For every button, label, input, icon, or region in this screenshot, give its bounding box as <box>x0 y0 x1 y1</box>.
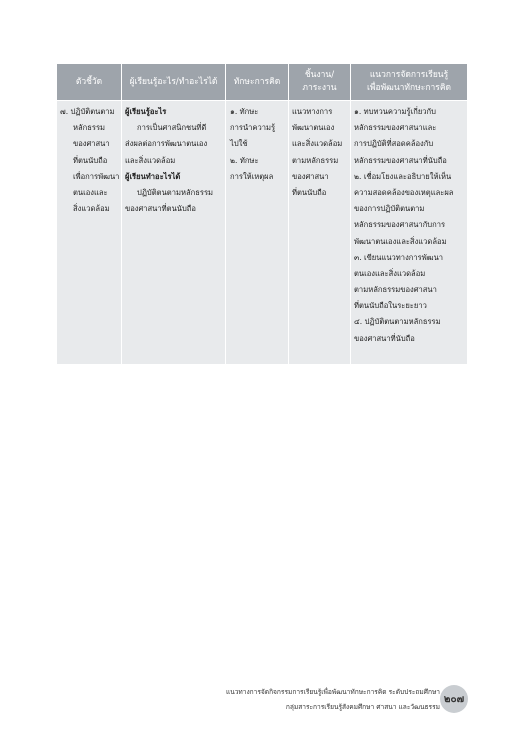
cell-line: ๗. ปฏิบัติตนตาม <box>60 107 115 116</box>
cell-line: การเป็นศาสนิกชนที่ดี <box>137 123 207 133</box>
cell-line: ๑. ทบทวนความรู้เกี่ยวกับ <box>354 107 436 116</box>
cell-line: หลักธรรม <box>73 123 106 133</box>
page-number <box>440 685 468 713</box>
column-divider <box>121 64 122 364</box>
table-header-row <box>57 64 467 100</box>
cell-line: ของศาสนา <box>73 139 110 149</box>
cell-line: และสิ่งแวดล้อม <box>292 139 343 149</box>
cell-line: เพื่อการพัฒนา <box>73 171 120 181</box>
cell-line: ที่ตนนับถือในระยะยาว <box>354 301 427 311</box>
header-text: เพื่อพัฒนาทักษะการคิด <box>366 83 452 93</box>
cell-line: ๑. ทักษะ <box>230 107 259 116</box>
cell-line: การให้เหตุผล <box>230 171 274 181</box>
cell-line: ตามหลักธรรม <box>292 155 339 165</box>
header-text: ชิ้นงาน/ <box>304 70 335 80</box>
header-approach <box>351 64 467 100</box>
cell-line: ไปใช้ <box>230 139 248 149</box>
cell-tasks <box>292 104 342 201</box>
header-tasks <box>289 64 350 100</box>
column-divider <box>225 64 226 364</box>
cell-line: ของการปฏิบัติตนตาม <box>354 204 425 214</box>
cell-line: ๓. เขียนแนวทางการพัฒนา <box>354 252 444 262</box>
cell-thinking-skills <box>230 104 275 185</box>
cell-line: ของศาสนาที่นับถือ <box>354 333 415 343</box>
footer-book-title: แนวทางการจัดกิจกรรมการเรียนรู้เพื่อพัฒนาทักษะการคิด ระดับประถมศึกษา <box>225 688 440 696</box>
cell-line: ของศาสนา <box>292 171 329 181</box>
header-text: ภาระงาน <box>302 83 337 93</box>
cell-line: แนวทางการ <box>292 107 333 116</box>
cell-line: ๒. ทักษะ <box>230 155 259 165</box>
column-divider <box>288 64 289 364</box>
cell-line: ที่ตนนับถือ <box>292 187 327 197</box>
footer-subject-area: กลุ่มสาระการเรียนรู้สังคมศึกษา ศาสนา และวัฒนธรรม <box>285 703 440 711</box>
cell-line: ตนเองและสิ่งแวดล้อม <box>354 268 426 278</box>
header-learning <box>122 64 225 100</box>
cell-line: ปฏิบัติตนตามหลักธรรม <box>137 187 214 197</box>
cell-approach <box>354 104 453 347</box>
cell-line: ตามหลักธรรมของศาสนา <box>354 285 437 295</box>
header-text: แนวการจัดการเรียนรู้ <box>369 70 449 80</box>
cell-line: ผู้เรียนทำอะไรได้ <box>125 171 181 181</box>
cell-line: ส่งผลต่อการพัฒนาตนเอง <box>125 139 208 149</box>
row-divider <box>57 100 467 101</box>
cell-line: หลักธรรมของศาสนาและ <box>354 123 437 133</box>
cell-line: ความสอดคล้องของเหตุและผล <box>354 187 454 197</box>
cell-line: พัฒนาตนเองและสิ่งแวดล้อม <box>354 236 447 246</box>
cell-line: สิ่งแวดล้อม <box>73 204 110 214</box>
cell-line: ๔. ปฏิบัติตนตามหลักธรรม <box>354 317 441 327</box>
cell-line: ที่ตนนับถือ <box>73 155 108 165</box>
cell-indicator <box>60 104 119 217</box>
cell-line: ผู้เรียนรู้อะไร <box>125 107 167 116</box>
header-thinking-skills <box>226 64 288 100</box>
cell-line: การนำความรู้ <box>230 123 276 133</box>
cell-line: การปฏิบัติที่สอดคล้องกับ <box>354 139 434 149</box>
cell-line: หลักธรรมของศาสนาที่นับถือ <box>354 155 447 165</box>
header-text: ผู้เรียนรู้อะไร/ทำอะไรได้ <box>129 76 218 87</box>
header-indicator <box>57 64 121 100</box>
header-text: ทักษะการคิด <box>233 76 281 87</box>
column-divider <box>350 64 351 364</box>
cell-line: ของศาสนาที่ตนนับถือ <box>125 204 196 214</box>
page-number-text: ๒๐๗ <box>443 693 465 705</box>
cell-line: หลักธรรมของศาสนากับการ <box>354 220 446 230</box>
cell-line: ๒. เชื่อมโยงและอธิบายให้เห็น <box>354 171 452 181</box>
header-text: ตัวชี้วัด <box>75 76 103 87</box>
cell-line: พัฒนาตนเอง <box>292 123 335 133</box>
curriculum-table <box>57 64 467 364</box>
cell-line: ตนเองและ <box>73 187 108 197</box>
cell-learning <box>125 104 213 217</box>
cell-line: และสิ่งแวดล้อม <box>125 155 176 165</box>
